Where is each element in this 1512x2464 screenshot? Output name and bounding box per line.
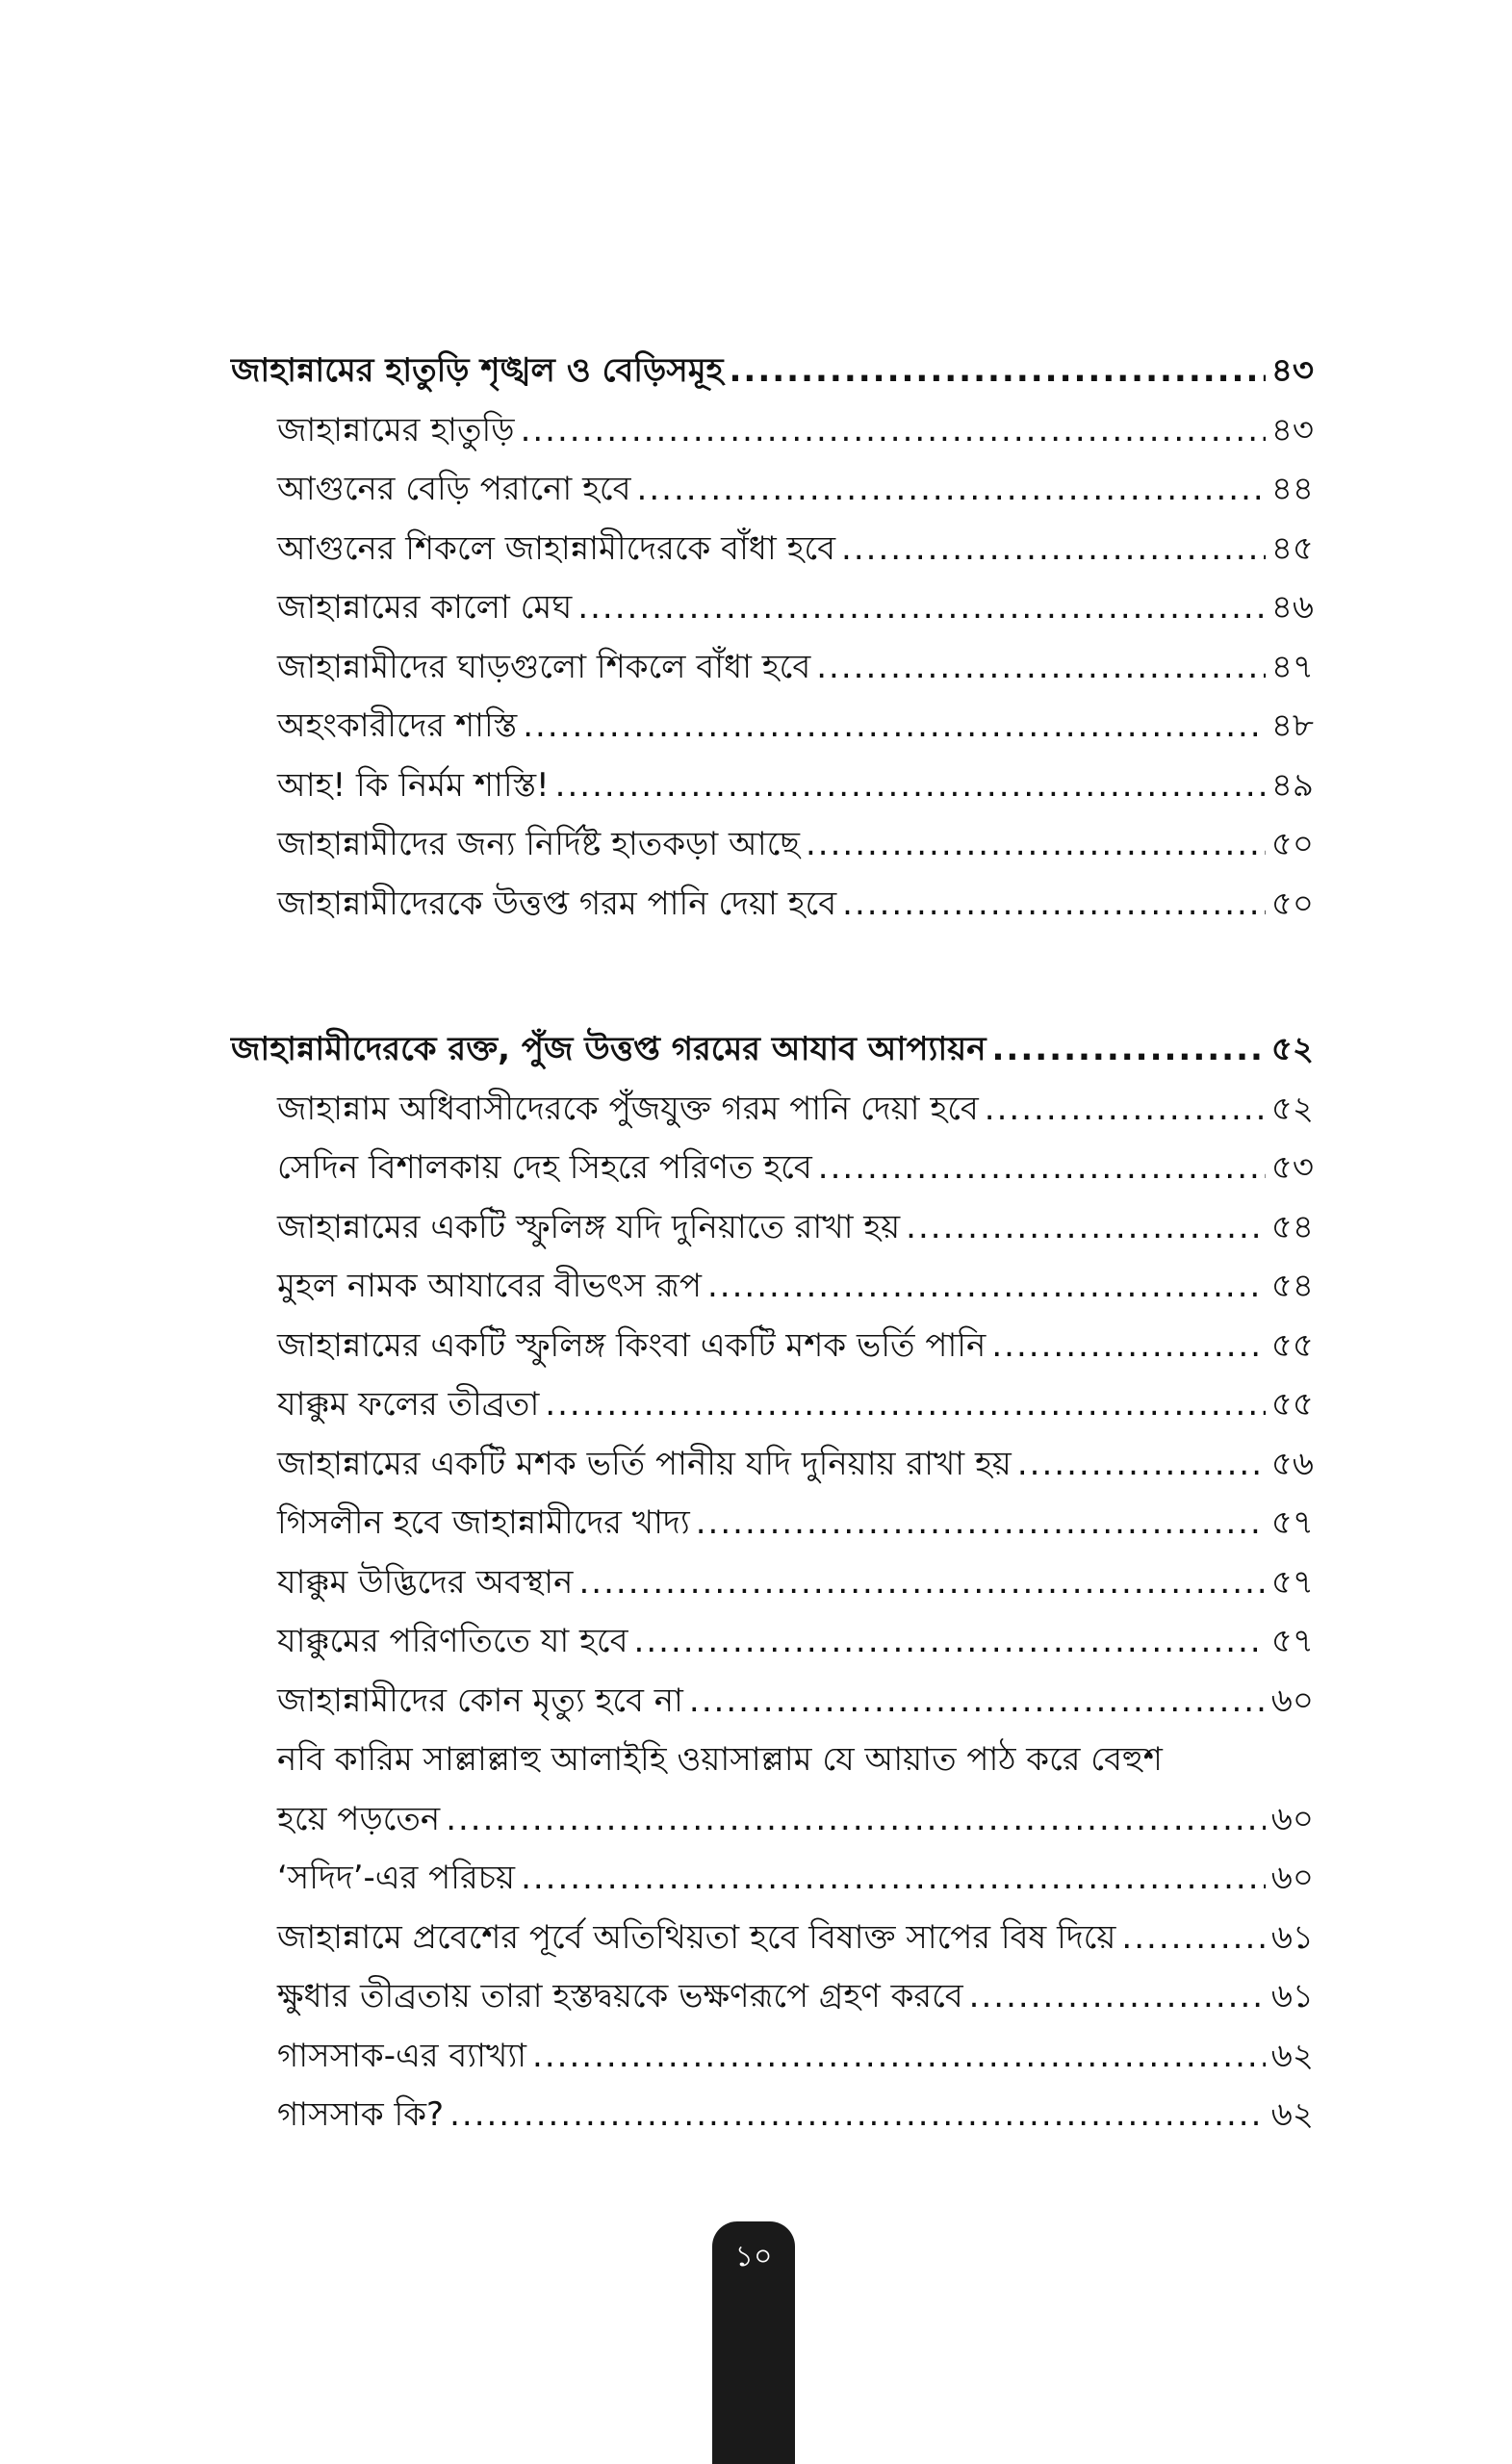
toc-entry[interactable] — [231, 815, 1314, 875]
toc-entry[interactable] — [231, 2086, 1314, 2145]
dot-leader — [521, 401, 1266, 461]
toc-heading-page: ৪৩ — [1270, 351, 1314, 390]
table-of-contents — [231, 342, 1314, 2145]
dot-leader — [1121, 1909, 1265, 1968]
toc-entry[interactable] — [231, 1080, 1314, 1140]
toc-entry-title: আহ! কি নির্মম শাস্তি! — [277, 765, 550, 805]
toc-entry-line2 — [277, 1790, 1314, 1850]
toc-entry-title: মুহল নামক আযাবের বীভৎস রূপ — [277, 1267, 702, 1305]
toc-entry-page: ৫৭ — [1270, 1503, 1314, 1542]
toc-heading[interactable] — [231, 342, 1314, 401]
toc-heading-page: ৫২ — [1270, 1030, 1314, 1068]
toc-entry-page: ৪৩ — [1270, 410, 1314, 449]
toc-entry-title: জাহান্নামীদেরকে উত্তপ্ত গরম পানি দেয়া হবে — [277, 884, 837, 923]
toc-entry[interactable] — [231, 1435, 1314, 1495]
toc-entry[interactable] — [231, 1612, 1314, 1672]
toc-entry[interactable] — [231, 2027, 1314, 2087]
toc-entry[interactable] — [231, 1139, 1314, 1198]
toc-entry-page: ৫৪ — [1270, 1267, 1314, 1305]
toc-entry[interactable] — [231, 1731, 1314, 1849]
toc-entry-page: ৫০ — [1270, 825, 1314, 863]
toc-entry-page: ৪৬ — [1270, 588, 1314, 627]
toc-entry-title: যাক্কুমের পরিণতিতে যা হবে — [277, 1622, 628, 1660]
toc-entry-title-line1: নবি কারিম সাল্লাল্লাহু আলাইহি ওয়াসাল্লাম যে আয়াত পাঠ করে বেহুশ — [277, 1740, 1163, 1779]
toc-entry-title: আগুনের শিকলে জাহান্নামীদেরকে বাঁধা হবে — [277, 528, 836, 568]
dot-leader — [545, 1375, 1266, 1435]
dot-leader — [841, 520, 1266, 579]
toc-entry-page: ৪৫ — [1270, 528, 1314, 568]
dot-leader — [578, 1553, 1265, 1613]
dot-leader — [577, 578, 1266, 638]
toc-entry-title: গাসসাক-এর ব্যাখ্যা — [277, 2036, 527, 2075]
toc-entry-title: জাহান্নামের কালো মেঘ — [277, 588, 573, 627]
page-number: ১০ — [734, 2240, 773, 2273]
dot-leader — [532, 2027, 1266, 2087]
dot-leader — [985, 1080, 1266, 1140]
toc-entry-page: ৫০ — [1270, 884, 1314, 923]
toc-entry[interactable] — [231, 875, 1314, 935]
toc-entry-page: ৫৪ — [1270, 1207, 1314, 1246]
toc-entry[interactable] — [231, 1672, 1314, 1732]
toc-entry-page: ৬০ — [1270, 1799, 1314, 1838]
toc-entry[interactable] — [231, 1967, 1314, 2027]
dot-leader — [521, 1849, 1266, 1909]
toc-entry-page: ৪৭ — [1270, 647, 1314, 686]
dot-leader — [992, 1020, 1266, 1080]
toc-entry-title-line2: হয়ে পড়তেন — [277, 1799, 441, 1838]
toc-entry-title: জাহান্নাম অধিবাসীদেরকে পুঁজযুক্ত গরম পানি দেয়া হবে — [277, 1089, 979, 1128]
toc-entry[interactable] — [231, 401, 1314, 461]
toc-entry[interactable] — [231, 1494, 1314, 1553]
toc-entry[interactable] — [231, 1553, 1314, 1613]
dot-leader — [696, 1494, 1266, 1553]
dot-leader — [707, 1257, 1266, 1317]
toc-entry-title: আগুনের বেড়ি পরানো হবে — [277, 470, 631, 508]
toc-entry-page: ৫৫ — [1270, 1385, 1314, 1424]
toc-entry-title: সেদিন বিশালকায় দেহ সিহরে পরিণত হবে — [277, 1148, 812, 1187]
dot-leader — [816, 638, 1266, 698]
toc-entry-title: ‘সদিদ’-এর পরিচয় — [277, 1859, 516, 1897]
toc-entry[interactable] — [231, 578, 1314, 638]
toc-entry[interactable] — [231, 638, 1314, 698]
dot-leader — [906, 1198, 1266, 1258]
toc-entry[interactable] — [231, 1909, 1314, 1968]
dot-leader — [806, 815, 1266, 875]
toc-entry-title: জাহান্নামের একটি স্ফুলিঙ্গ যদি দুনিয়াতে রাখা হয় — [277, 1207, 901, 1246]
dot-leader — [637, 460, 1266, 520]
dot-leader — [818, 1139, 1266, 1198]
toc-entry-title: জাহান্নামে প্রবেশের পূর্বে অতিথিয়তা হবে বিষাক্ত সাপের বিষ দিয়ে — [277, 1917, 1116, 1957]
toc-entry[interactable] — [231, 1198, 1314, 1258]
toc-entry-page: ৫৫ — [1270, 1325, 1314, 1365]
toc-entry-page: ৪৯ — [1270, 765, 1314, 805]
toc-entry-title: জাহান্নামের একটি স্ফুলিঙ্গ কিংবা একটি মশক ভর্তি পানি — [277, 1325, 987, 1365]
toc-entry-page: ৬০ — [1270, 1859, 1314, 1897]
toc-entry[interactable] — [231, 757, 1314, 816]
toc-entry-page: ৪৮ — [1270, 706, 1314, 745]
toc-entry[interactable] — [231, 520, 1314, 579]
toc-entry-page: ৬০ — [1270, 1681, 1314, 1720]
toc-entry-title: গাসসাক কি? — [277, 2095, 445, 2134]
toc-heading[interactable] — [231, 1020, 1314, 1080]
toc-entry-page: ৬২ — [1270, 2095, 1314, 2134]
dot-leader — [446, 1790, 1266, 1850]
toc-entry-page: ৫৭ — [1270, 1622, 1314, 1660]
dot-leader — [523, 697, 1266, 757]
toc-entry-title: জাহান্নামের হাতুড়ি — [277, 410, 515, 449]
toc-entry-page: ৬১ — [1270, 1917, 1314, 1957]
toc-entry-page: ৬১ — [1270, 1977, 1314, 2015]
toc-entry-page: ৬২ — [1270, 2036, 1314, 2075]
toc-section-1 — [231, 342, 1314, 934]
toc-entry-page: ৫৭ — [1270, 1562, 1314, 1602]
toc-entry-title: ক্ষুধার তীব্রতায় তারা হস্তদ্বয়কে ভক্ষণরূপে গ্রহণ করবে — [277, 1977, 963, 2015]
toc-entry-title: যাক্কুম উদ্ভিদের অবস্থান — [277, 1562, 574, 1602]
dot-leader — [969, 1967, 1266, 2027]
toc-entry[interactable] — [231, 1317, 1314, 1376]
toc-entry-title: যাক্কুম ফলের তীব্রতা — [277, 1385, 540, 1424]
toc-entry[interactable] — [231, 1257, 1314, 1317]
toc-entry-title: জাহান্নামীদের ঘাড়গুলো শিকলে বাঁধা হবে — [277, 647, 811, 686]
toc-heading-title: জাহান্নামীদেরকে রক্ত, পুঁজ উত্তপ্ত গরমের আযাব আপ্যায়ন — [231, 1030, 987, 1068]
toc-entry-title: জাহান্নামীদের জন্য নির্দিষ্ট হাতকড়া আছে — [277, 825, 800, 863]
toc-entry[interactable] — [231, 1375, 1314, 1435]
dot-leader — [1017, 1435, 1266, 1495]
dot-leader — [449, 2086, 1266, 2145]
toc-entry-page: ৫৬ — [1270, 1444, 1314, 1483]
toc-entry-title: অহংকারীদের শাস্তি — [277, 706, 518, 745]
toc-entry[interactable] — [231, 697, 1314, 757]
toc-entry-title: জাহান্নামের একটি মশক ভর্তি পানীয় যদি দুনিয়ায় রাখা হয় — [277, 1444, 1012, 1483]
toc-entry[interactable] — [231, 460, 1314, 520]
dot-leader — [991, 1317, 1266, 1376]
dot-leader — [842, 875, 1266, 935]
toc-entry-page: ৫২ — [1270, 1089, 1314, 1128]
toc-entry[interactable] — [231, 1849, 1314, 1909]
toc-entry-page: ৫৩ — [1270, 1148, 1314, 1187]
dot-leader — [555, 757, 1266, 816]
toc-heading-title: জাহান্নামের হাতুড়ি শৃঙ্খল ও বেড়িসমূহ — [231, 351, 724, 390]
toc-entry-title: জাহান্নামীদের কোন মৃত্যু হবে না — [277, 1681, 683, 1720]
dot-leader — [689, 1672, 1266, 1732]
toc-entry-title: গিসলীন হবে জাহান্নামীদের খাদ্য — [277, 1503, 690, 1542]
dot-leader — [634, 1612, 1266, 1672]
toc-section-2 — [231, 1020, 1314, 2145]
dot-leader — [730, 342, 1266, 401]
page-number-tab — [712, 2221, 795, 2464]
toc-entry-page: ৪৪ — [1270, 470, 1314, 508]
